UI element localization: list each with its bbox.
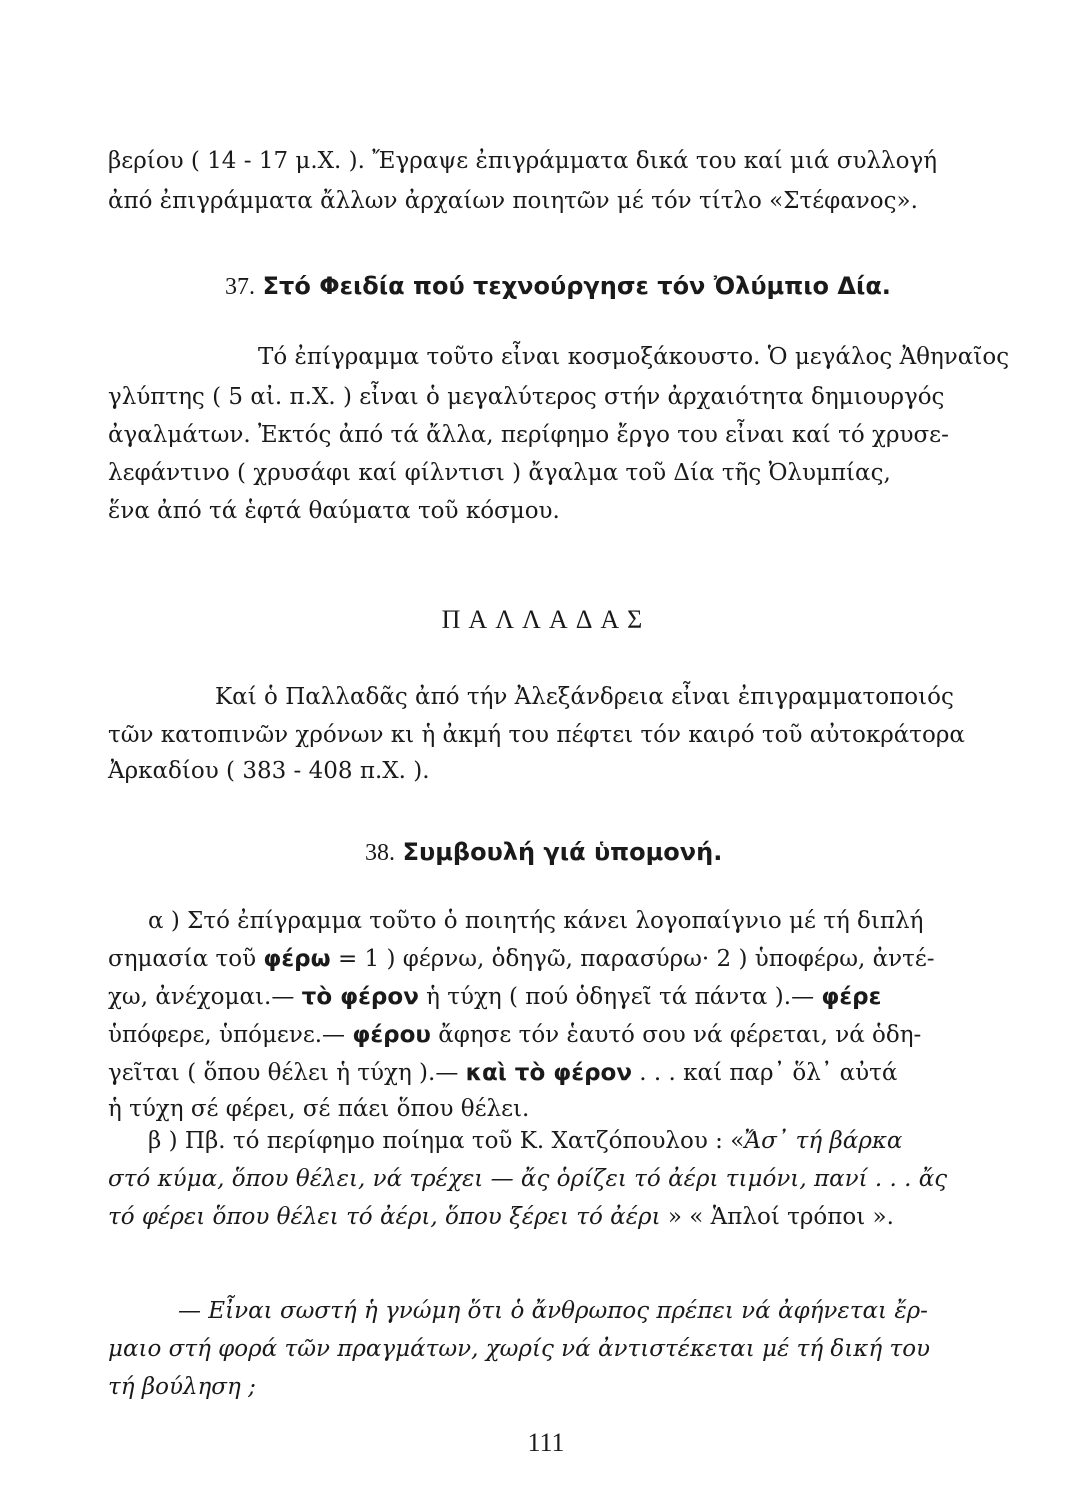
para38b-line-1: [148, 1126, 988, 1156]
para37-line-2: γλύπτης ( 5 αἰ. π.Χ. ) εἶναι ὁ μεγαλύτερος στήν ἀρχαιότητα δημιουργός: [108, 384, 945, 410]
para38a-line-3: [108, 982, 988, 1012]
para37-line-5: ἕνα ἀπό τά ἑφτά θαύματα τοῦ κόσμου.: [108, 498, 560, 524]
para38b-line-3-title: » « Ἁπλοί τρόποι ».: [660, 1204, 894, 1230]
term-kai-to-feron: καὶ τὸ φέρον: [465, 1060, 632, 1086]
palladas-line-2: τῶν κατοπινῶν χρόνων κι ἡ ἀκμή του πέφτει τόν καιρό τοῦ αὐτοκράτορα: [108, 722, 965, 748]
para38a-line-4: [108, 1020, 988, 1050]
question-line-1: — Εἶναι σωστή ἡ γνώμη ὅτι ὁ ἄνθρωπος πρέπει νά ἀφήνεται ἔρ-: [178, 1298, 928, 1324]
para38b-line-3-quote: τό φέρει ὅπου θέλει τό ἀέρι, ὅπου ξέρει τό ἀέρι: [108, 1204, 661, 1230]
intro-line-2: [108, 186, 988, 216]
para37-line-3: ἀγαλμάτων. Ἐκτός ἀπό τά ἄλλα, περίφημο ἔργο του εἶναι καί τό χρυσε-: [108, 422, 949, 448]
para38a-line-2-c: = 1 ) φέρνω, ὁδηγῶ, παρασύρω· 2 ) ὑποφέρω, ἀντέ-: [330, 946, 935, 972]
section-title-palladas: ΠΑΛΛΑΔΑΣ: [441, 605, 651, 634]
page-number: 111: [527, 1428, 565, 1457]
intro-line-1: βερίου ( 14 - 17 μ.Χ. ). Ἔγραψε ἐπιγράμματα δικά του καί μιά συλλογή: [108, 148, 937, 174]
para38a-line-4-c: ἄφησε τόν ἑαυτό σου νά φέρεται, νά ὁδη-: [430, 1022, 922, 1048]
para38a-line-5: [108, 1058, 988, 1088]
term-ferou: φέρου: [352, 1022, 431, 1048]
para38a-line-5-a: γεῖται ( ὅπου θέλει ἡ τύχη ).—: [108, 1060, 466, 1086]
intro-line-2-text: ἀπό ἐπιγράμματα ἄλλων ἀρχαίων ποιητῶν μέ τόν τίτλο «Στέφανος».: [108, 188, 918, 214]
palladas-line-3: Ἀρκαδίου ( 383 - 408 π.Χ. ).: [108, 758, 430, 784]
para37-line-4: λεφάντινο ( χρυσάφι καί φίλντισι ) ἄγαλμα τοῦ Δία τῆς Ὀλυμπίας,: [108, 460, 891, 486]
term-to-feron: τὸ φέρον: [301, 984, 419, 1010]
question-line-3: τή βούληση ;: [108, 1374, 256, 1400]
heading-37: [225, 272, 891, 301]
para38b-line-3: [108, 1202, 988, 1232]
heading-37-number: 37.: [225, 274, 255, 300]
heading-38: [365, 838, 722, 867]
para38a-line-4-a: ὑπόφερε, ὑπόμενε.—: [108, 1022, 353, 1048]
term-fero: φέρω: [263, 946, 331, 972]
heading-38-title: Συμβουλή γιά ὑπομονή.: [402, 838, 723, 866]
para38a-line-2-a: σημασία τοῦ: [108, 946, 264, 972]
para38a-line-1: α ) Στό ἐπίγραμμα τοῦτο ὁ ποιητής κάνει λογοπαίγνιο μέ τή διπλή: [148, 908, 924, 934]
heading-38-number: 38.: [365, 840, 395, 866]
para38b-quote-start: Ἄσ᾽ τή βάρκα: [744, 1128, 903, 1154]
question-line-2: μαιο στή φορά τῶν πραγμάτων, χωρίς νά ἀντιστέκεται μέ τή δική του: [108, 1336, 931, 1362]
para37-line-1: Τό ἐπίγραμμα τοῦτο εἶναι κοσμοξάκουστο. Ὁ μεγάλος Ἀθηναῖος: [258, 344, 1010, 370]
para38b-line-1-a: β ) Πβ. τό περίφημο ποίημα τοῦ Κ. Χατζόπουλου : «: [148, 1128, 745, 1154]
para38a-line-3-a: χω, ἀνέχομαι.—: [108, 984, 302, 1010]
para38a-line-3-c: ἡ τύχη ( πού ὁδηγεῖ τά πάντα ).—: [418, 984, 822, 1010]
para38b-line-2: στό κύμα, ὅπου θέλει, νά τρέχει — ἄς ὁρίζει τό ἀέρι τιμόνι, πανί . . . ἄς: [108, 1166, 948, 1192]
palladas-line-1: Καί ὁ Παλλαδᾶς ἀπό τήν Ἀλεξάνδρεια εἶναι ἐπιγραμματοποιός: [215, 684, 954, 710]
para38a-line-6: ἡ τύχη σέ φέρει, σέ πάει ὅπου θέλει.: [108, 1096, 530, 1122]
para38a-line-5-c: . . . καί παρ᾽ ὅλ᾽ αὐτά: [632, 1060, 898, 1086]
para38a-line-2: [108, 944, 988, 974]
heading-37-title: Στό Φειδία πού τεχνούργησε τόν Ὀλύμπιο Δία.: [262, 272, 891, 300]
term-fere: φέρε: [821, 984, 882, 1010]
